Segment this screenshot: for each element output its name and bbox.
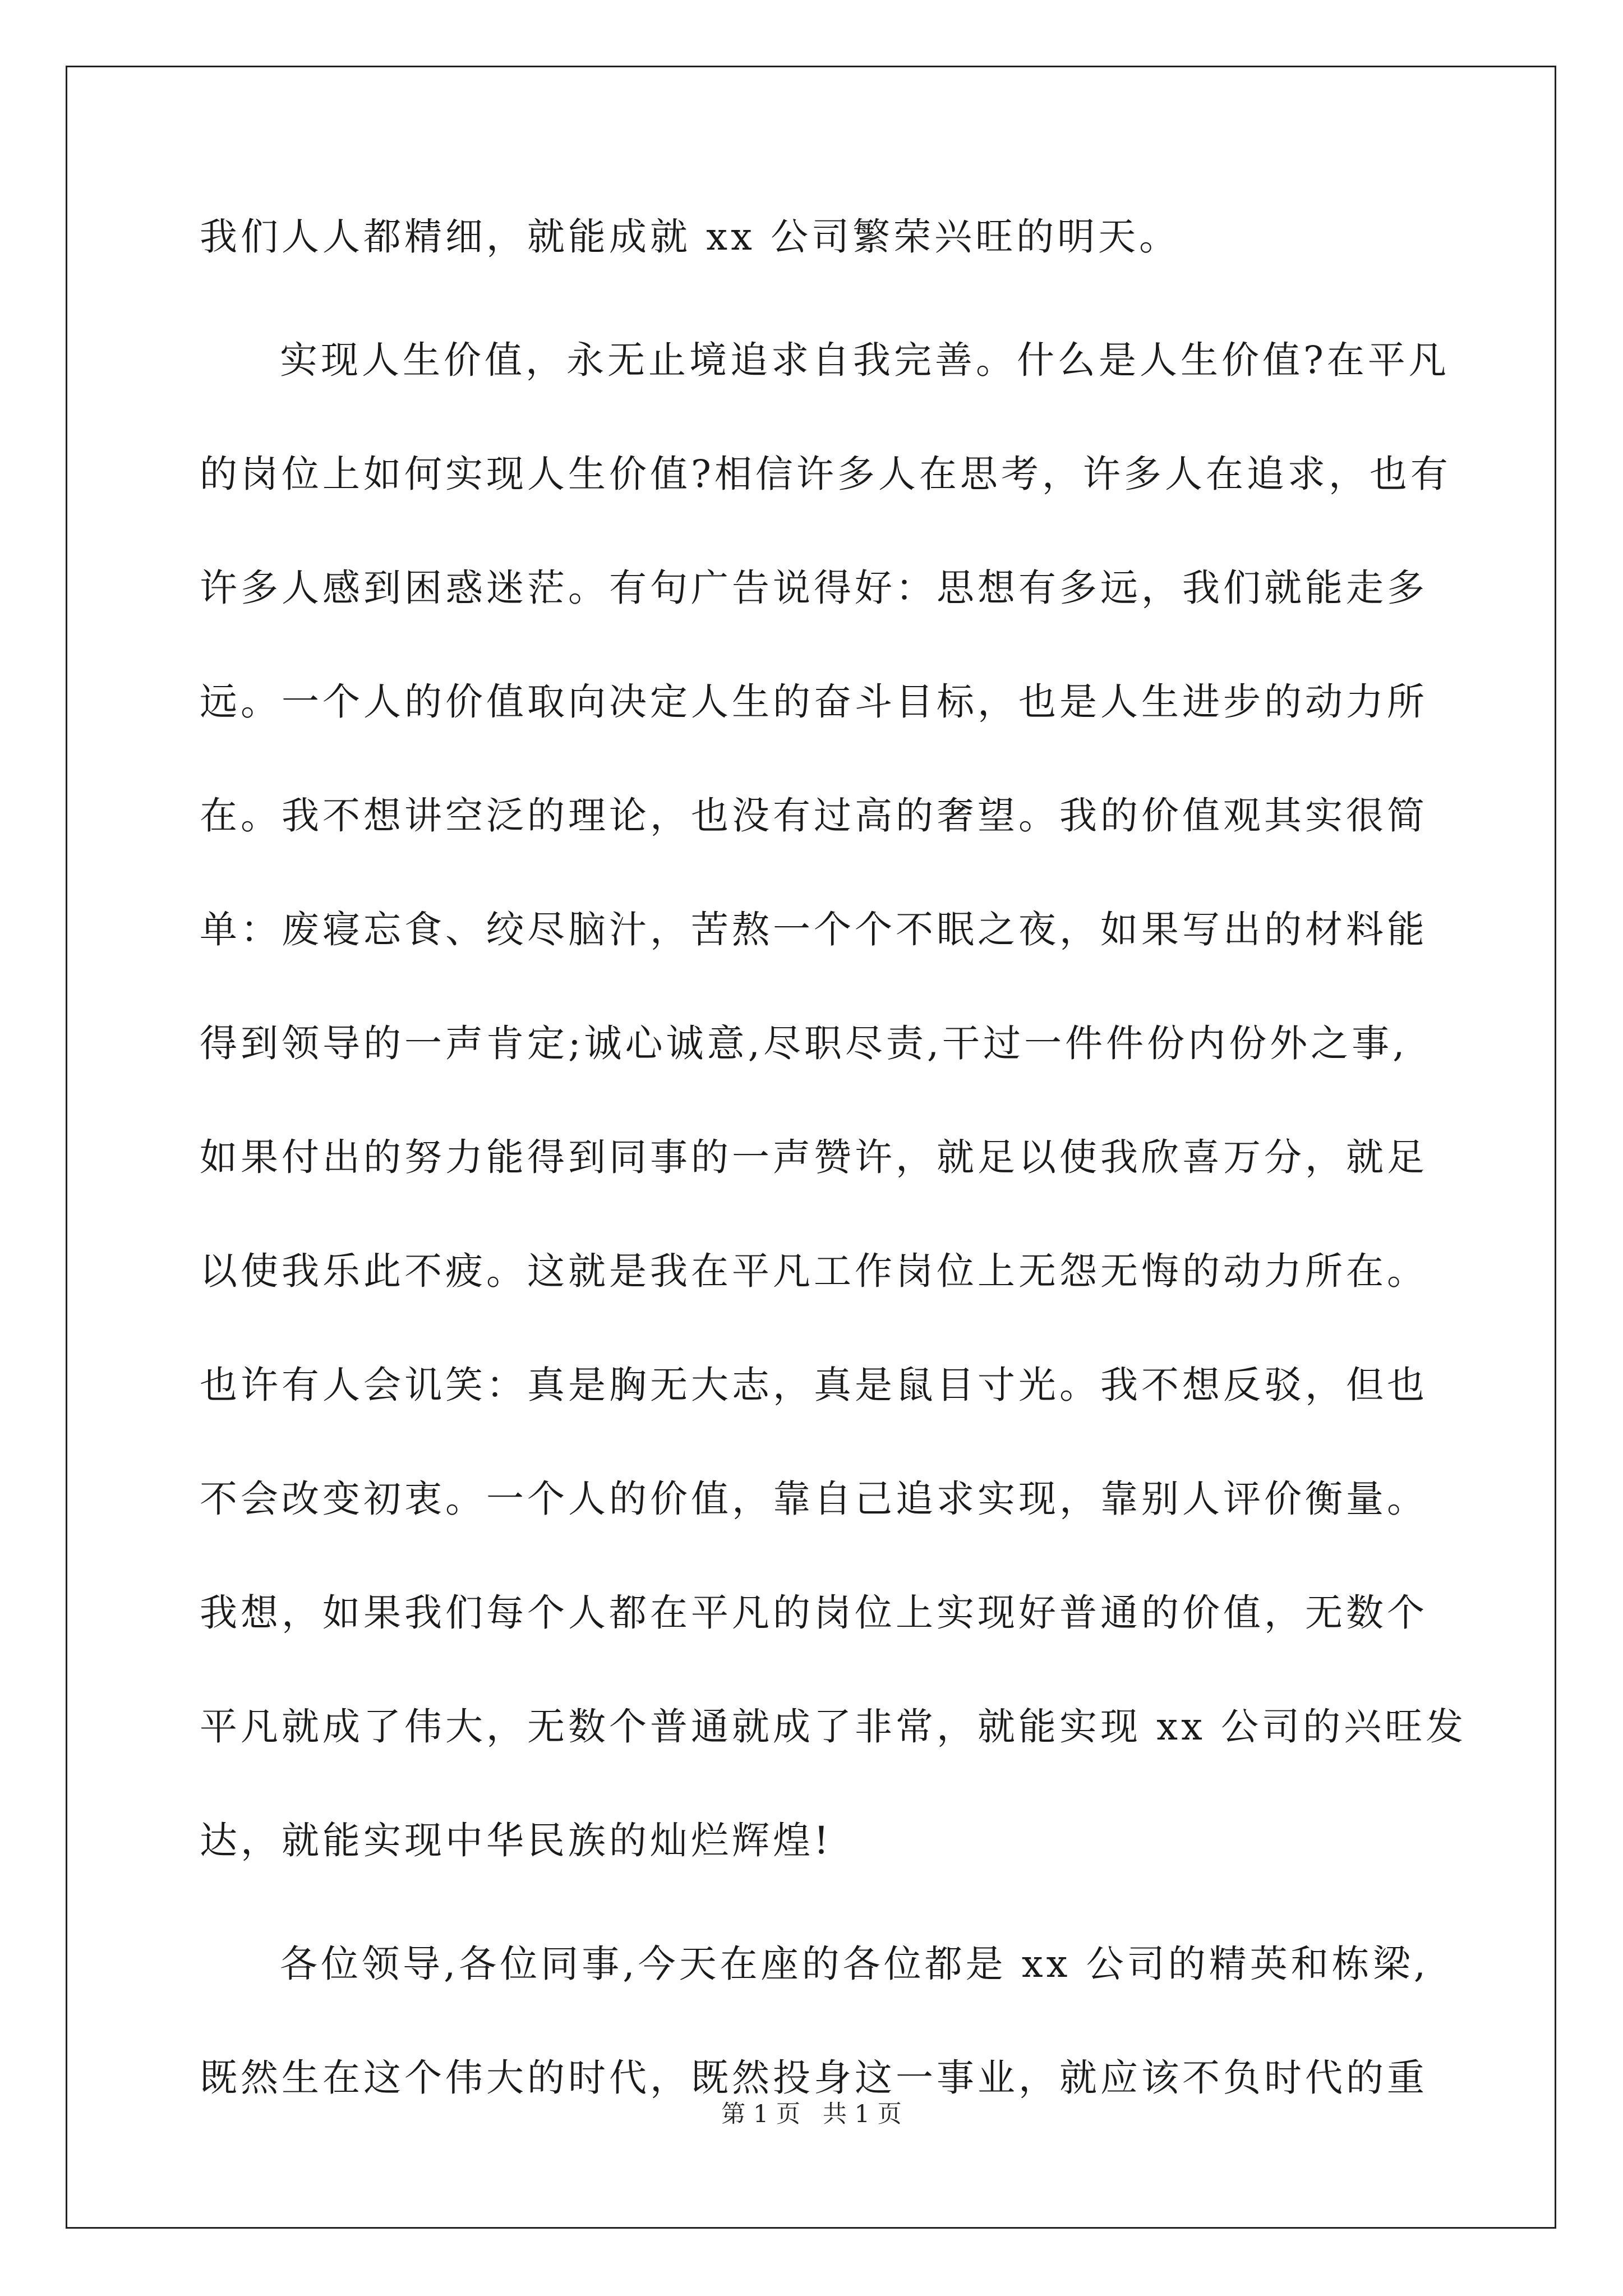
paragraph-line: 的岗位上如何实现人生价值?相信许多人在思考，许多人在追求，也有: [200, 452, 1451, 496]
paragraph-line: 许多人感到困惑迷茫。有句广告说得好：思想有多远，我们就能走多: [200, 566, 1428, 610]
paragraph-line: 单：废寝忘食、绞尽脑汁，苦熬一个个不眠之夜，如果写出的材料能: [200, 908, 1428, 951]
page-total: 共 1 页: [823, 2100, 902, 2128]
page-number: 第 1 页: [721, 2100, 800, 2128]
paragraph-line: 也许有人会讥笑：真是胸无大志，真是鼠目寸光。我不想反驳，但也: [200, 1363, 1428, 1407]
paragraph-line: 我们人人都精细，就能成就 xx 公司繁荣兴旺的明天。: [200, 215, 1181, 259]
paragraph-line: 得到领导的一声肯定;诚心诚意,尽职尽责,干过一件件份内份外之事,: [200, 1022, 1408, 1065]
paragraph-line: 如果付出的努力能得到同事的一声赞许，就足以使我欣喜万分，就足: [200, 1135, 1428, 1179]
paragraph-line: 不会改变初衷。一个人的价值，靠自己追求实现，靠别人评价衡量。: [200, 1477, 1428, 1521]
paragraph-line: 平凡就成了伟大，无数个普通就成了非常，就能实现 xx 公司的兴旺发: [200, 1705, 1467, 1749]
paragraph-line: 各位领导,各位同事,今天在座的各位都是 xx 公司的精英和栋梁,: [280, 1942, 1430, 1986]
paragraph-line: 远。一个人的价值取向决定人生的奋斗目标，也是人生进步的动力所: [200, 680, 1428, 724]
paragraph-line: 以使我乐此不疲。这就是我在平凡工作岗位上无怨无悔的动力所在。: [200, 1249, 1428, 1293]
paragraph-line: 既然生在这个伟大的时代，既然投身这一事业，就应该不负时代的重: [200, 2056, 1428, 2100]
page-footer: [0, 2095, 1623, 2129]
paragraph-line: 在。我不想讲空泛的理论，也没有过高的奢望。我的价值观其实很简: [200, 794, 1428, 838]
paragraph-line: 我想，如果我们每个人都在平凡的岗位上实现好普通的价值，无数个: [200, 1591, 1428, 1635]
paragraph-line: 达，就能实现中华民族的灿烂辉煌!: [200, 1819, 832, 1862]
paragraph-line: 实现人生价值，永无止境追求自我完善。什么是人生价值?在平凡: [280, 338, 1450, 382]
